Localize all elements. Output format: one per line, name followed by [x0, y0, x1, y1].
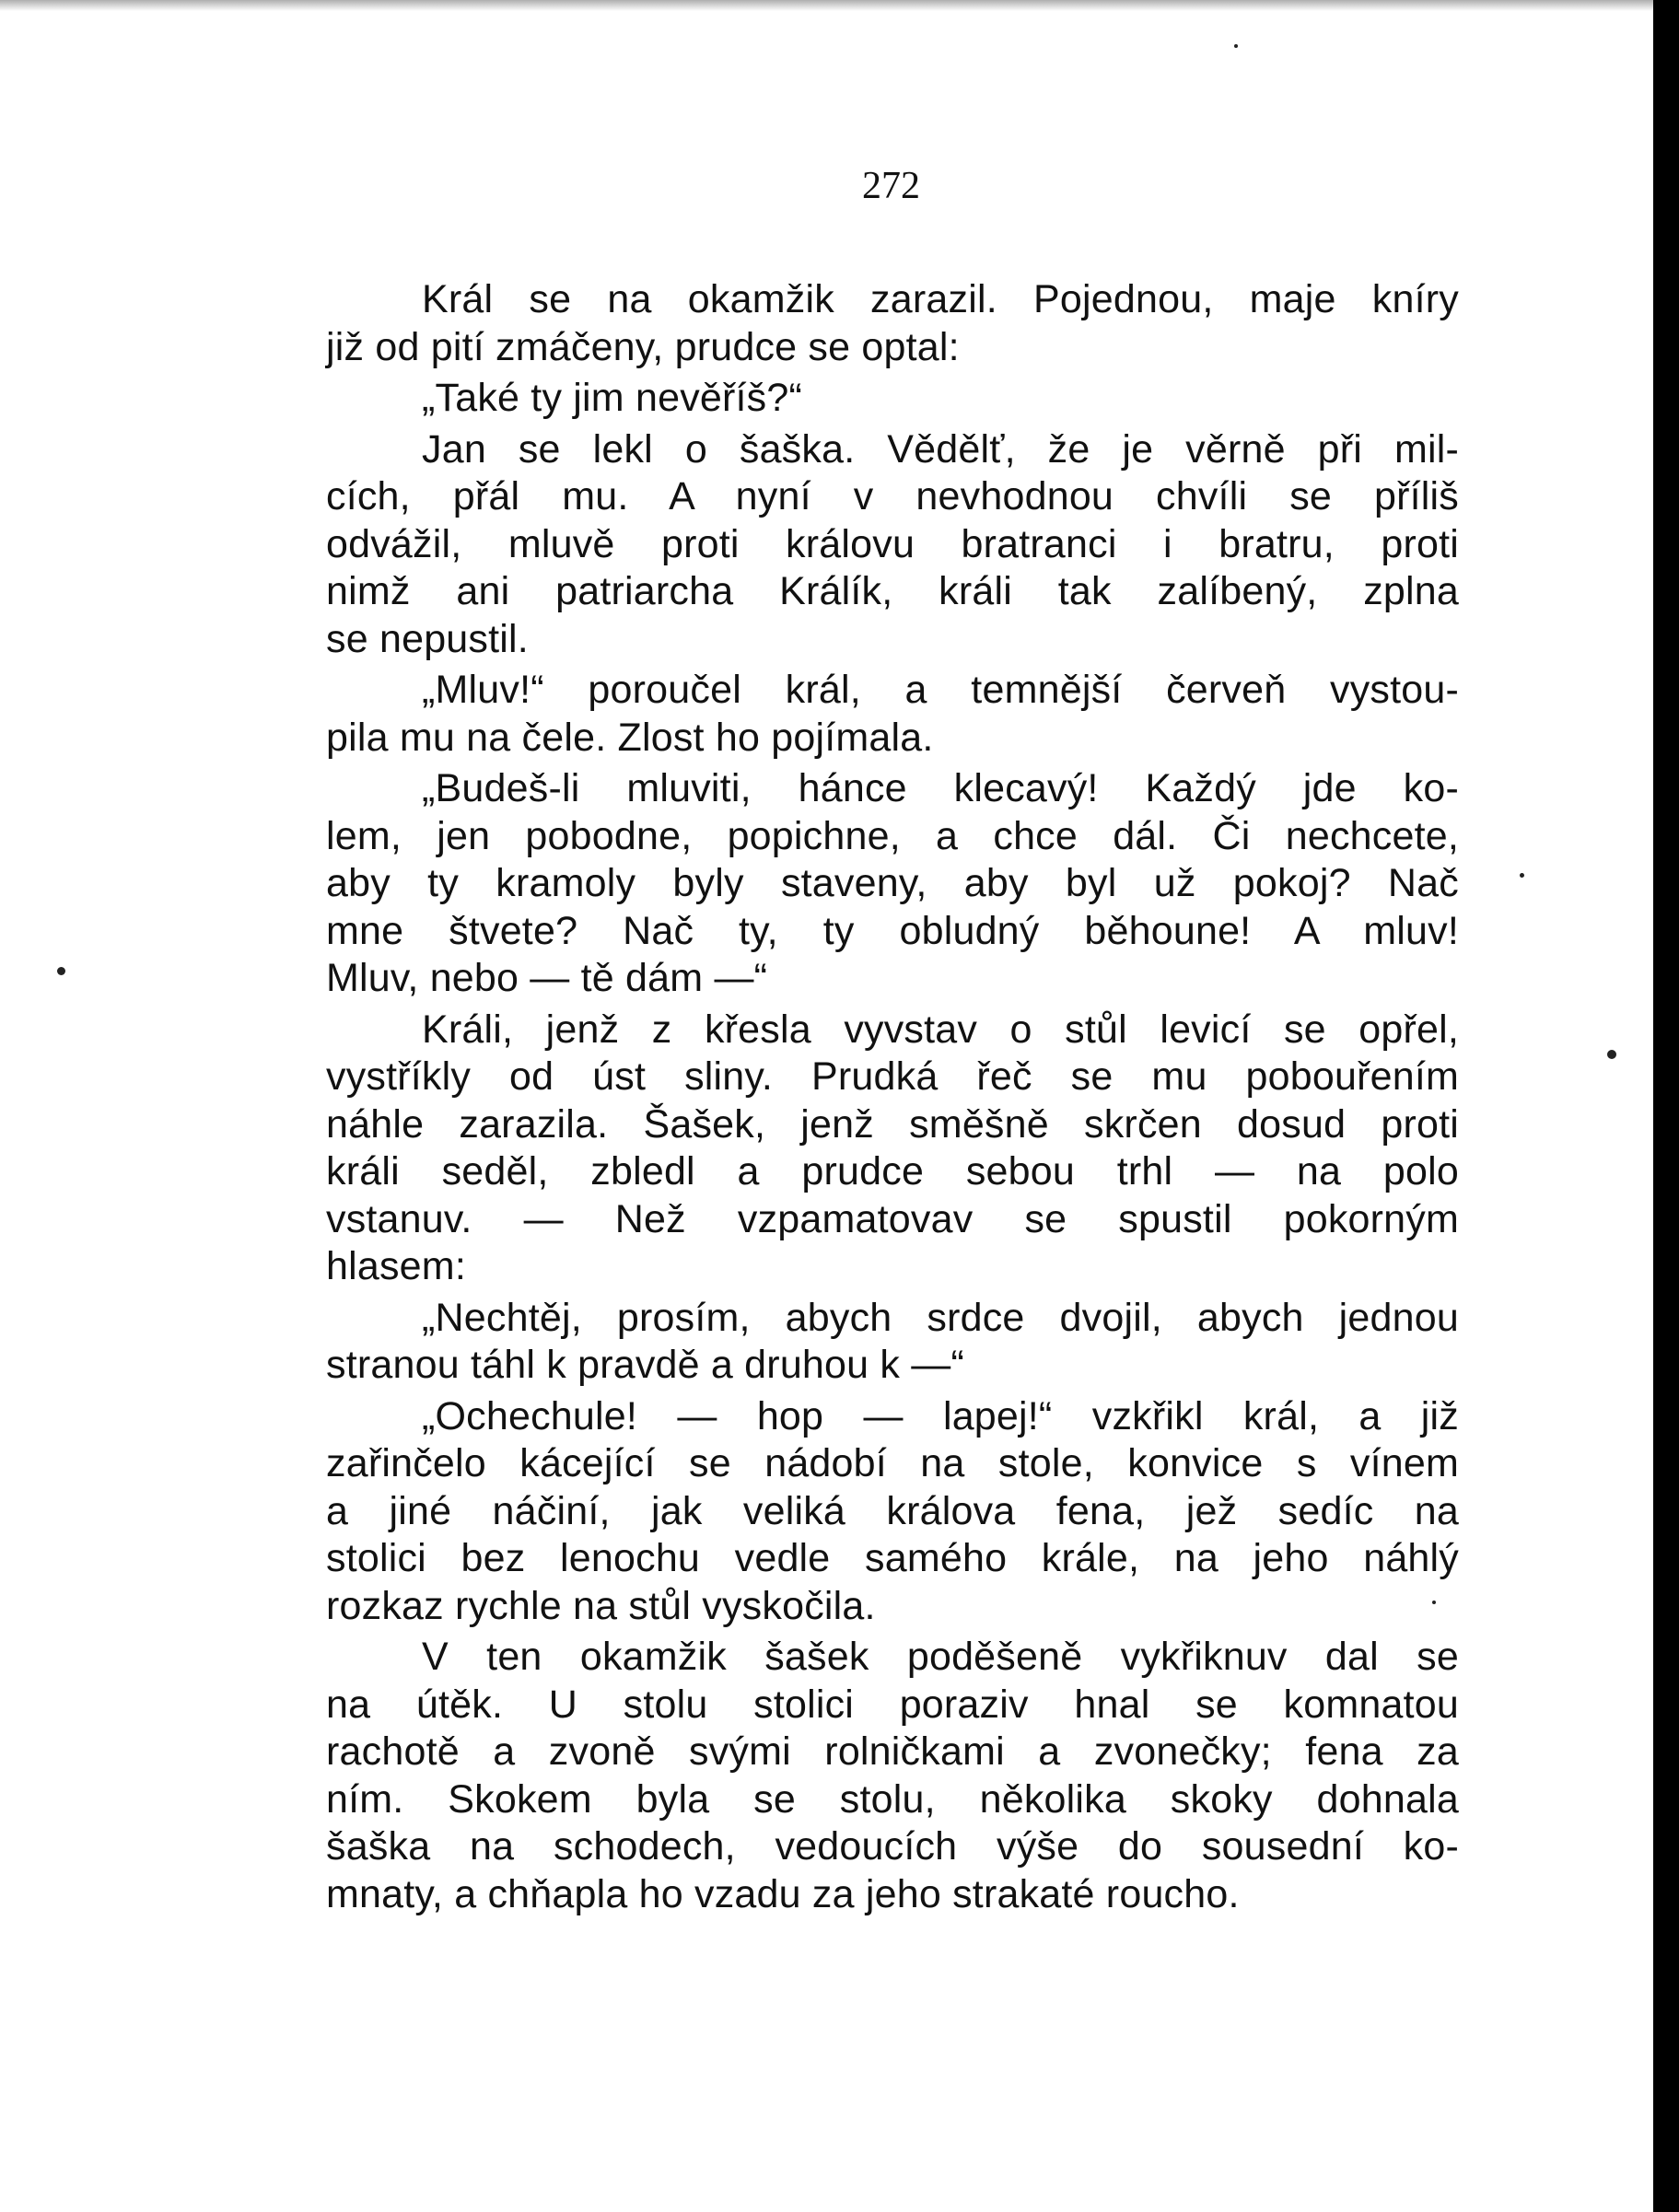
paragraph [326, 1007, 1459, 1291]
text-line: Král se na okamžik zarazil. Pojednou, maje kníry [422, 277, 1459, 321]
text-line: nimž ani patriarcha Králík, králi tak zalíbený, zplna [326, 569, 1459, 613]
text-line: vystříkly od úst sliny. Prudká řeč se mu pobouřením [326, 1054, 1459, 1099]
text-line: aby ty kramoly byly staveny, aby byl už pokoj? Nač [326, 861, 1459, 905]
paragraph [326, 426, 1459, 664]
scan-speck [1607, 1050, 1616, 1059]
text-line: V ten okamžik šašek poděšeně vykřiknuv dal se [422, 1635, 1459, 1679]
paragraph [326, 375, 1459, 423]
text-line: mnaty, a chňapla ho vzadu za jeho strakaté roucho. [326, 1871, 1240, 1916]
text-line: vstanuv. — Než vzpamatovav se spustil pokorným [326, 1196, 1459, 1241]
paragraph [326, 1295, 1459, 1390]
text-line: „Také ty jim nevěříš?“ [422, 376, 803, 420]
text-line: „Ochechule! — hop — lapej!“ vzkřikl král, a již [422, 1393, 1459, 1438]
text-line: králi seděl, zbledl a prudce sebou trhl — na polo [326, 1149, 1459, 1193]
body-text [326, 276, 1459, 1922]
text-line: rachotě a zvoně svými rolničkami a zvonečky; fena za [326, 1729, 1459, 1774]
page-number: 272 [862, 165, 920, 207]
text-line: Mluv, nebo — tě dám —“ [326, 956, 768, 1000]
text-line: již od pití zmáčeny, prudce se optal: [326, 324, 960, 369]
text-line: Králi, jenž z křesla vyvstav o stůl levicí se opřel, [422, 1007, 1459, 1052]
text-line: na útěk. U stolu stolici poraziv hnal se komnatou [326, 1682, 1459, 1727]
scan-edge [1653, 0, 1679, 2212]
scan-speck [57, 967, 65, 975]
page-top-shadow [0, 0, 1653, 11]
text-line: rozkaz rychle na stůl vyskočila. [326, 1583, 876, 1628]
paragraph [326, 1393, 1459, 1631]
text-line: „Nechtěj, prosím, abych srdce dvojil, abych jednou [422, 1295, 1459, 1340]
text-line: odvážil, mluvě proti královu bratranci i bratru, proti [326, 521, 1459, 566]
paragraph [326, 667, 1459, 762]
text-line: Jan se lekl o šaška. Vědělť, že je věrně při mil- [422, 426, 1459, 472]
text-line: náhle zarazila. Šašek, jenž směšně skrčen dosud proti [326, 1101, 1459, 1147]
scan-speck [1432, 1601, 1436, 1604]
text-line: hlasem: [326, 1244, 466, 1288]
text-line: zařinčelo kácející se nádobí na stole, konvice s vínem [326, 1441, 1459, 1485]
scan-speck [1234, 44, 1238, 48]
text-line: ním. Skokem byla se stolu, několika skoky dohnala [326, 1776, 1459, 1822]
text-line: šaška na schodech, vedoucích výše do sousední ko- [326, 1824, 1459, 1869]
text-line: stranou táhl k pravdě a druhou k —“ [326, 1343, 964, 1387]
text-line: a jiné náčiní, jak veliká králova fena, jež sedíc na [326, 1488, 1459, 1533]
text-line: stolici bez lenochu vedle samého krále, na jeho náhlý [326, 1536, 1459, 1580]
paragraph [326, 276, 1459, 371]
text-line: mne štvete? Nač ty, ty obludný běhoune! A mluv! [326, 908, 1459, 953]
paragraph [326, 1634, 1459, 1918]
text-line: cích, přál mu. A nyní v nevhodnou chvíli se příliš [326, 474, 1459, 518]
text-line: „Mluv!“ poroučel král, a temnější červeň vystou- [422, 668, 1459, 712]
text-line: „Budeš-li mluviti, hánce klecavý! Každý jde ko- [422, 766, 1459, 810]
text-line: se nepustil. [326, 616, 529, 661]
paragraph [326, 765, 1459, 1003]
scan-speck [1520, 873, 1524, 878]
text-line: pila mu na čele. Zlost ho pojímala. [326, 715, 934, 760]
text-line: lem, jen pobodne, popichne, a chce dál. Či nechcete, [326, 813, 1459, 858]
